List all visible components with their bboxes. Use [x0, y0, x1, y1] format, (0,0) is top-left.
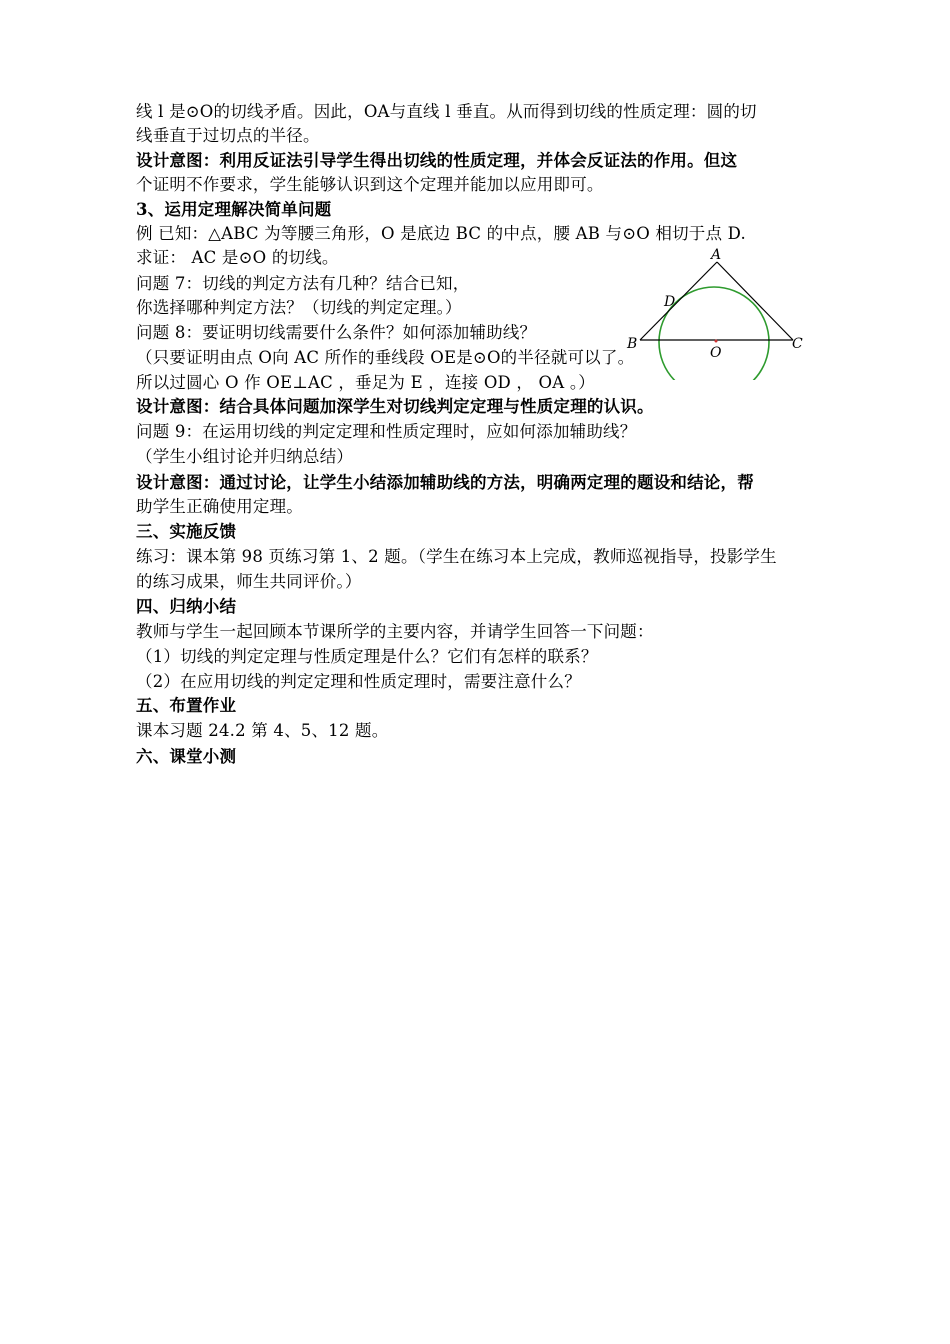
text-line: （2）在应用切线的判定定理和性质定理时，需要注意什么？: [136, 672, 581, 691]
design-intent-line: 设计意图：利用反证法引导学生得出切线的性质定理，并体会反证法的作用。但这: [136, 151, 738, 170]
text-line: （只要证明由点 O向 AC 所作的垂线段 OE是⊙O的半径就可以了。: [136, 348, 635, 367]
text-line: 课本习题 24.2 第 4、5、12 题。: [136, 721, 389, 740]
text-line: 教师与学生一起回顾本节课所学的主要内容，并请学生回答一下问题：: [136, 622, 654, 641]
text-line: 助学生正确使用定理。: [136, 497, 303, 516]
example-line: 例 已知：△ABC 为等腰三角形，O 是底边 BC 的中点，腰 AB 与⊙O 相切于点 D.: [136, 224, 746, 243]
text-line: 求证： AC 是⊙O 的切线。: [136, 248, 339, 267]
text-line: 线 l 是⊙O的切线矛盾。因此，OA与直线 l 垂直。从而得到切线的性质定理：圆的切: [136, 102, 757, 121]
text-line: （1）切线的判定定理与性质定理是什么？它们有怎样的联系？: [136, 647, 598, 666]
text-line: （学生小组讨论并归纳总结）: [136, 447, 354, 466]
question-line: 问题 9：在运用切线的判定定理和性质定理时，应如何添加辅助线？: [136, 422, 637, 441]
tangent-circle: [659, 287, 769, 380]
section-heading: 3、运用定理解决简单问题: [136, 200, 332, 219]
section-heading: 四、归纳小结: [136, 597, 237, 616]
text-line: 练习：课本第 98 页练习第 1、2 题。（学生在练习本上完成，教师巡视指导，投影学生: [136, 547, 777, 566]
label-a: A: [711, 247, 722, 263]
text-line: 的练习成果，师生共同评价。）: [136, 572, 362, 591]
section-heading: 三、实施反馈: [136, 522, 237, 541]
section-heading: 五、布置作业: [136, 696, 237, 715]
center-point-o: [715, 340, 718, 343]
label-c: C: [792, 336, 803, 352]
text-line: 线垂直于过切点的半径。: [136, 126, 320, 145]
segment-ab: [640, 262, 717, 340]
label-d: D: [664, 294, 676, 310]
design-intent-line: 设计意图：结合具体问题加深学生对切线判定定理与性质定理的认识。: [136, 397, 654, 416]
geometry-figure: [620, 240, 820, 380]
label-o: O: [710, 345, 722, 361]
section-heading: 六、课堂小测: [136, 747, 237, 766]
text-line: 个证明不作要求，学生能够认识到这个定理并能加以应用即可。: [136, 175, 604, 194]
label-b: B: [627, 336, 638, 352]
question-line: 问题 7：切线的判定方法有几种？结合已知，: [136, 274, 470, 293]
question-line: 问题 8：要证明切线需要什么条件？如何添加辅助线？: [136, 323, 537, 342]
segment-ac: [717, 262, 793, 340]
text-line: 你选择哪种判定方法？（切线的判定定理。）: [136, 298, 462, 317]
text-line: 所以过圆心 O 作 OE⊥AC ，垂足为 E ，连接 OD ， OA 。）: [136, 373, 595, 392]
design-intent-line: 设计意图：通过讨论，让学生小结添加辅助线的方法，明确两定理的题设和结论，帮: [136, 473, 754, 492]
